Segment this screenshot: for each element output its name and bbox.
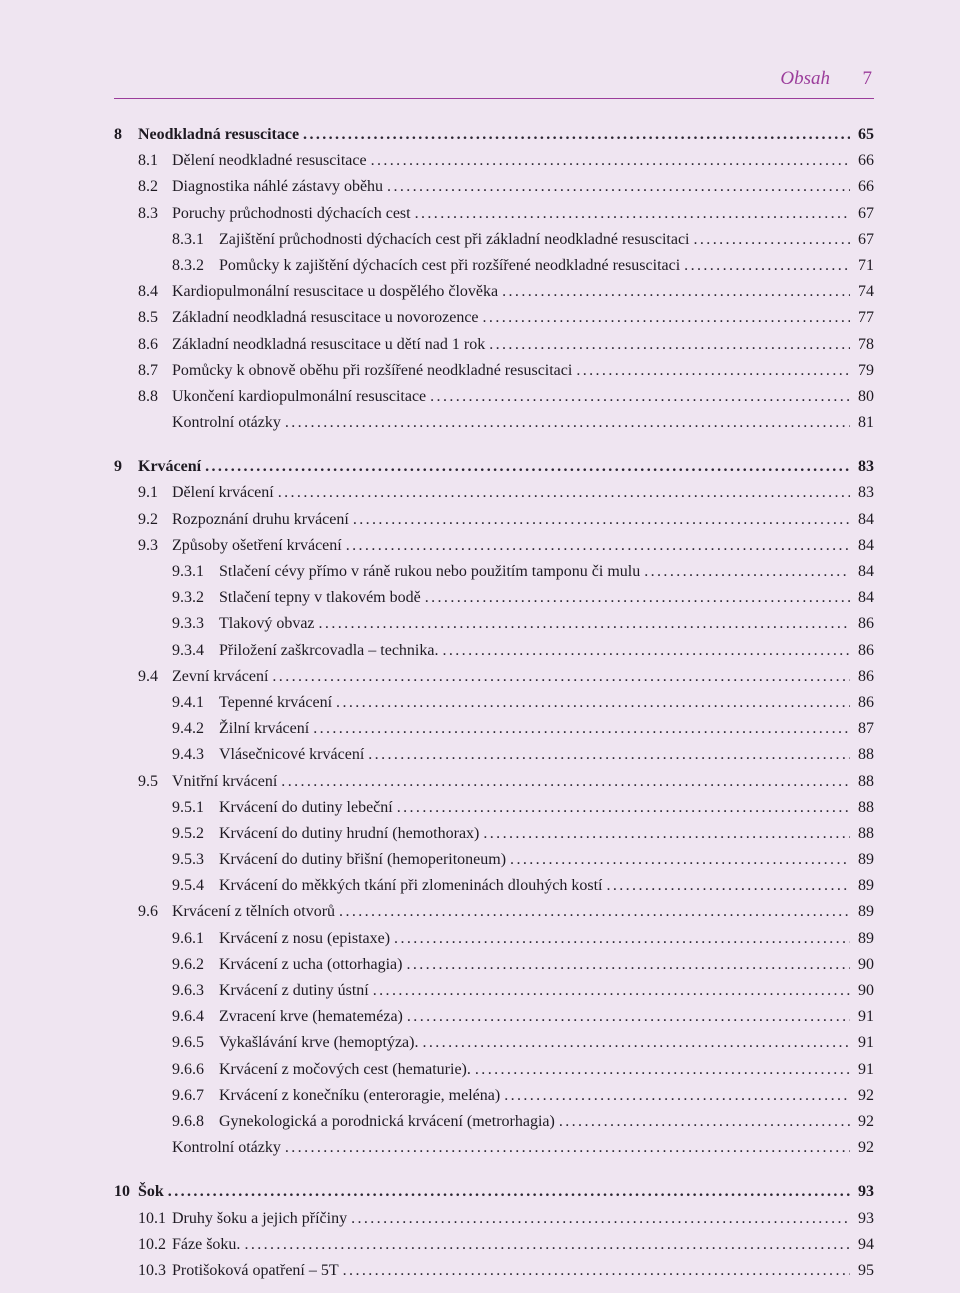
toc-entry-subsection[interactable]: [114, 720, 874, 746]
page-header: [114, 64, 874, 99]
toc-entry-title: Vlásečnicové krvácení: [219, 746, 365, 764]
toc-entry-title: Základní neodkladná resuscitace u novorozence: [172, 309, 479, 327]
toc-entry-page: 92: [858, 1139, 874, 1157]
toc-entry-title: Kontrolní otázky: [172, 1139, 281, 1157]
toc-entry-title: Druhy šoku a jejich příčiny: [172, 1209, 348, 1227]
toc-entry-number: 9.6.3: [172, 982, 204, 999]
dot-leader: [278, 484, 850, 502]
dot-leader: [483, 825, 850, 843]
toc-entry-page: 71: [858, 256, 874, 274]
dot-leader: [576, 362, 850, 380]
toc-entry-title: Kontrolní otázky: [172, 414, 281, 432]
toc-entry-subsection[interactable]: [114, 982, 874, 1008]
toc-entry-page: 88: [858, 746, 874, 764]
toc-entry-page: 88: [858, 772, 874, 790]
toc-entry-number: 8.3.2: [172, 256, 204, 274]
dot-leader: [394, 930, 850, 948]
dot-leader: [694, 231, 851, 249]
toc-entry-number: 9.6.7: [172, 1086, 204, 1104]
toc-entry-section[interactable]: [114, 1139, 874, 1165]
dot-leader: [368, 746, 850, 764]
toc-entry-title: Krvácení z nosu (epistaxe): [219, 929, 391, 947]
toc-entry-title: Gynekologická a porodnická krvácení (metrorhagia): [219, 1112, 555, 1130]
toc-entry-subsection[interactable]: [114, 1087, 874, 1113]
toc-entry-title: Krvácení z konečníku (enteroragie, meléna): [219, 1086, 501, 1104]
toc-entry-title: Krvácení do dutiny lebeční: [219, 798, 393, 816]
dot-leader: [336, 694, 850, 712]
toc-entry-page: 90: [858, 955, 874, 973]
toc-entry-number: 8.1: [138, 152, 158, 170]
toc-entry-title: Ukončení kardiopulmonální resuscitace: [172, 387, 427, 405]
toc-entry-page: 89: [858, 851, 874, 869]
toc-entry-page: 86: [858, 693, 874, 711]
toc-entry-title: Vnitřní krvácení: [172, 772, 278, 790]
toc-entry-page: 91: [858, 1034, 874, 1052]
toc-entry-subsection[interactable]: [114, 563, 874, 589]
toc-entry-title: Krvácení z dutiny ústní: [219, 982, 369, 999]
dot-leader: [351, 1210, 850, 1228]
dot-leader: [313, 720, 850, 738]
toc-entry-title: Zevní krvácení: [172, 667, 269, 685]
toc-entry-number: 9.4.3: [172, 746, 204, 764]
toc-entry-number: 9.3: [138, 536, 158, 554]
toc-entry-page: 89: [858, 929, 874, 947]
toc-entry-subsection[interactable]: [114, 615, 874, 641]
toc-entry-title: Přiložení zaškrcovadla – technika.: [219, 641, 439, 659]
toc-entry-section[interactable]: [114, 205, 874, 231]
toc-entry-page: 94: [858, 1235, 874, 1253]
dot-leader: [285, 1139, 850, 1157]
toc-entry-number: 9.5.4: [172, 877, 204, 895]
toc-entry-title: Krvácení z ucha (ottorhagia): [219, 955, 403, 973]
dot-leader: [205, 458, 850, 476]
toc-entry-subsection[interactable]: [114, 877, 874, 903]
toc-entry-page: 93: [858, 1209, 874, 1227]
toc-entry-number: 9.6.6: [172, 1060, 204, 1078]
dot-leader: [285, 414, 850, 432]
toc-entry-section[interactable]: [114, 309, 874, 335]
toc-entry-title: Neodkladná resuscitace: [138, 126, 300, 143]
dot-leader: [483, 309, 850, 327]
toc-entry-page: 67: [858, 204, 874, 222]
toc-entry-title: Krvácení do dutiny břišní (hemoperitoneum): [219, 851, 507, 869]
toc-entry-page: 78: [858, 335, 874, 353]
toc-entry-title: Vykašlávání krve (hemoptýza).: [219, 1034, 419, 1052]
dot-leader: [504, 1087, 850, 1105]
toc-entry-page: 80: [858, 387, 874, 405]
toc-entry-page: 89: [858, 877, 874, 895]
dot-leader: [422, 1034, 850, 1052]
toc-entry-page: 88: [858, 798, 874, 816]
toc-entry-number: 8.7: [138, 361, 158, 379]
dot-leader: [606, 877, 850, 895]
dot-leader: [353, 511, 850, 529]
toc-entry-page: 95: [858, 1261, 874, 1279]
toc-entry-title: Stlačení cévy přímo v ráně rukou nebo použitím tamponu či mulu: [219, 563, 641, 580]
toc-entry-page: 93: [858, 1183, 874, 1201]
toc-entry-page: 66: [858, 178, 874, 196]
toc-entry-page: 83: [858, 484, 874, 502]
dot-leader: [373, 982, 850, 1000]
toc-entry-page: 84: [858, 536, 874, 554]
toc-entry-number: 9.1: [138, 484, 158, 502]
toc-entry-section[interactable]: [114, 1236, 874, 1262]
toc-entry-number: 9.6.8: [172, 1112, 204, 1130]
toc-entry-number: 8: [114, 126, 122, 143]
toc-entry-number: 8.3.1: [172, 230, 204, 248]
toc-entry-number: 9.3.3: [172, 615, 204, 633]
toc-entry-title: Dělení neodkladné resuscitace: [172, 152, 367, 170]
toc-entry-number: 8.2: [138, 178, 158, 196]
toc-entry-section[interactable]: [114, 178, 874, 204]
toc-entry-chapter[interactable]: [114, 1183, 874, 1209]
toc-entry-section[interactable]: [114, 511, 874, 537]
dot-leader: [430, 388, 850, 406]
toc-entry-page: 79: [858, 361, 874, 379]
toc-entry-number: 9.6.5: [172, 1034, 204, 1052]
toc-entry-section[interactable]: [114, 537, 874, 563]
dot-leader: [489, 336, 850, 354]
dot-leader: [397, 799, 850, 817]
toc-entry-number: 9.4.2: [172, 720, 204, 738]
toc-entry-section[interactable]: [114, 773, 874, 799]
toc-entry-page: 91: [858, 1008, 874, 1026]
dot-leader: [510, 851, 850, 869]
toc-entry-page: 90: [858, 982, 874, 999]
toc-entry-page: 67: [858, 230, 874, 248]
toc-entry-number: 10.1: [138, 1209, 166, 1227]
toc-entry-title: Krvácení z tělních otvorů: [172, 903, 336, 921]
toc-entry-title: Diagnostika náhlé zástavy oběhu: [172, 178, 384, 196]
toc-entry-number: 9.5.3: [172, 851, 204, 869]
toc-entry-title: Kardiopulmonální resuscitace u dospělého člověka: [172, 283, 499, 301]
dot-leader: [387, 178, 850, 196]
dot-leader: [407, 1008, 850, 1026]
toc-entry-number: 9.3.2: [172, 589, 204, 607]
toc-entry-title: Zajištění průchodnosti dýchacích cest při základní neodkladné resuscitaci: [219, 230, 690, 248]
toc-entry-number: 8.5: [138, 309, 158, 327]
dot-leader: [425, 589, 850, 607]
toc-entry-page: 92: [858, 1112, 874, 1130]
toc-entry-page: 91: [858, 1060, 874, 1078]
toc-entry-page: 88: [858, 824, 874, 842]
dot-leader: [644, 563, 850, 581]
toc-entry-title: Tlakový obvaz: [219, 615, 315, 633]
toc-entry-subsection[interactable]: [114, 1008, 874, 1034]
toc-entry-title: Tepenné krvácení: [219, 693, 333, 711]
toc-entry-number: 9.6.4: [172, 1008, 204, 1026]
dot-leader: [475, 1061, 850, 1079]
dot-leader: [343, 1262, 850, 1280]
toc-entry-title: Krvácení: [138, 458, 202, 476]
toc-entry-number: 9.6: [138, 903, 158, 921]
toc-entry-number: 9.5: [138, 772, 158, 790]
toc-entry-number: 9.6.2: [172, 955, 204, 973]
dot-leader: [281, 773, 850, 791]
toc-entry-number: 9.3.1: [172, 563, 204, 580]
toc-entry-page: 74: [858, 283, 874, 301]
toc-entry-subsection[interactable]: [114, 589, 874, 615]
toc-entry-subsection[interactable]: [114, 694, 874, 720]
table-of-contents: [114, 126, 874, 1288]
dot-leader: [319, 615, 850, 633]
toc-entry-title: Rozpoznání druhu krvácení: [172, 510, 349, 528]
toc-entry-chapter[interactable]: [114, 126, 874, 152]
dot-leader: [371, 152, 850, 170]
toc-entry-number: 9: [114, 458, 122, 476]
toc-entry-section[interactable]: [114, 484, 874, 510]
header-title: Obsah: [780, 68, 830, 89]
toc-entry-number: 8.4: [138, 283, 158, 301]
toc-entry-title: Základní neodkladná resuscitace u dětí nad 1 rok: [172, 335, 486, 353]
dot-leader: [272, 668, 850, 686]
toc-entry-number: 9.6.1: [172, 929, 204, 947]
toc-entry-number: 10.3: [138, 1261, 166, 1279]
toc-entry-subsection[interactable]: [114, 257, 874, 283]
dot-leader: [684, 257, 850, 275]
toc-entry-number: 8.6: [138, 335, 158, 353]
chapter-gap: [114, 1165, 874, 1183]
toc-entry-page: 86: [858, 667, 874, 685]
dot-leader: [559, 1113, 850, 1131]
dot-leader: [339, 903, 850, 921]
toc-entry-number: 9.4.1: [172, 693, 204, 711]
toc-entry-title: Pomůcky k zajištění dýchacích cest při rozšířené neodkladné resuscitaci: [219, 256, 681, 274]
toc-entry-subsection[interactable]: [114, 956, 874, 982]
toc-entry-number: 9.2: [138, 510, 158, 528]
header-page-number: 7: [862, 68, 872, 89]
toc-entry-page: 89: [858, 903, 874, 921]
toc-entry-number: 10: [114, 1183, 130, 1201]
toc-entry-title: Krvácení do měkkých tkání při zlomeninách dlouhých kostí: [219, 877, 603, 895]
toc-entry-subsection[interactable]: [114, 851, 874, 877]
toc-entry-title: Poruchy průchodnosti dýchacích cest: [172, 204, 411, 222]
toc-entry-title: Fáze šoku.: [172, 1235, 241, 1253]
toc-entry-subsection[interactable]: [114, 930, 874, 956]
toc-entry-page: 83: [858, 458, 874, 476]
toc-entry-section[interactable]: [114, 388, 874, 414]
toc-entry-number: 9.5.1: [172, 798, 204, 816]
toc-entry-section[interactable]: [114, 152, 874, 178]
dot-leader: [168, 1183, 850, 1201]
toc-entry-chapter[interactable]: [114, 458, 874, 484]
toc-entry-page: 87: [858, 720, 874, 738]
toc-entry-page: 84: [858, 563, 874, 580]
toc-entry-section[interactable]: [114, 336, 874, 362]
toc-entry-number: 10.2: [138, 1235, 166, 1253]
toc-entry-number: 8.3: [138, 204, 158, 222]
toc-entry-title: Šok: [138, 1183, 164, 1201]
dot-leader: [346, 537, 850, 555]
toc-entry-page: 66: [858, 152, 874, 170]
toc-entry-page: 65: [858, 126, 874, 143]
toc-entry-page: 92: [858, 1086, 874, 1104]
toc-entry-number: 8.8: [138, 387, 158, 405]
toc-entry-page: 84: [858, 589, 874, 607]
toc-entry-section[interactable]: [114, 903, 874, 929]
toc-entry-subsection[interactable]: [114, 1061, 874, 1087]
toc-entry-number: 9.3.4: [172, 641, 204, 659]
toc-entry-page: 86: [858, 641, 874, 659]
toc-entry-subsection[interactable]: [114, 799, 874, 825]
toc-entry-title: Pomůcky k obnově oběhu při rozšířené neodkladné resuscitaci: [172, 361, 573, 379]
dot-leader: [442, 642, 850, 660]
toc-entry-page: 84: [858, 510, 874, 528]
toc-entry-section[interactable]: [114, 668, 874, 694]
toc-entry-number: 9.5.2: [172, 824, 204, 842]
toc-entry-section[interactable]: [114, 362, 874, 388]
dot-leader: [303, 126, 850, 144]
toc-entry-subsection[interactable]: [114, 231, 874, 257]
toc-entry-subsection[interactable]: [114, 825, 874, 851]
toc-entry-number: 9.4: [138, 667, 158, 685]
toc-entry-section[interactable]: [114, 1210, 874, 1236]
dot-leader: [502, 283, 850, 301]
toc-entry-title: Zvracení krve (hemateméza): [219, 1008, 403, 1026]
toc-entry-subsection[interactable]: [114, 1034, 874, 1060]
toc-entry-page: 86: [858, 615, 874, 633]
toc-entry-title: Žilní krvácení: [219, 720, 310, 738]
toc-entry-section[interactable]: [114, 283, 874, 309]
toc-entry-section[interactable]: [114, 414, 874, 440]
toc-entry-page: 81: [858, 414, 874, 432]
toc-entry-title: Dělení krvácení: [172, 484, 274, 502]
dot-leader: [415, 205, 850, 223]
toc-entry-title: Způsoby ošetření krvácení: [172, 536, 342, 554]
dot-leader: [406, 956, 850, 974]
toc-entry-title: Krvácení do dutiny hrudní (hemothorax): [219, 824, 480, 842]
toc-entry-title: Krvácení z močových cest (hematurie).: [219, 1060, 471, 1078]
chapter-gap: [114, 440, 874, 458]
toc-entry-section[interactable]: [114, 1262, 874, 1288]
toc-entry-subsection[interactable]: [114, 746, 874, 772]
toc-entry-subsection[interactable]: [114, 642, 874, 668]
toc-entry-title: Stlačení tepny v tlakovém bodě: [219, 589, 421, 607]
toc-entry-title: Protišoková opatření – 5T: [172, 1261, 339, 1279]
toc-entry-page: 77: [858, 309, 874, 327]
toc-entry-subsection[interactable]: [114, 1113, 874, 1139]
dot-leader: [244, 1236, 850, 1254]
